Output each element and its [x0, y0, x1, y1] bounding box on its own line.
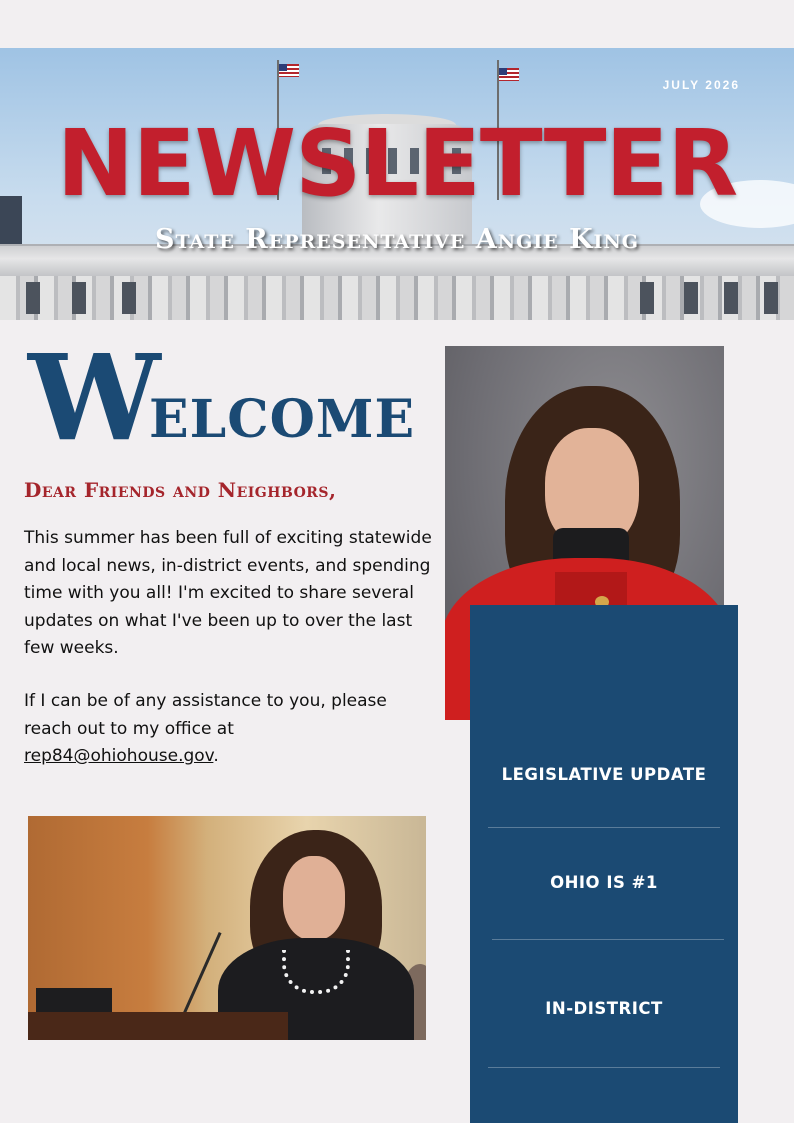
- newsletter-title: NEWSLETTER: [56, 110, 738, 217]
- sidebar-item-in-district[interactable]: IN-DISTRICT: [545, 999, 663, 1018]
- facade-window: [26, 282, 40, 314]
- sidebar-nav: [470, 605, 738, 1123]
- podium-desk: [28, 1012, 288, 1040]
- greeting: Dear Friends and Neighbors,: [24, 478, 337, 502]
- email-link[interactable]: rep84@ohiohouse.gov: [24, 746, 214, 766]
- facade-window: [764, 282, 778, 314]
- intro-paragraph: This summer has been full of exciting statewide and local news, in-district events, and spending time with you all! I'm excited to share several updates on what I've been up to over the last few weeks.: [24, 528, 432, 658]
- sidebar-item-legislative-update[interactable]: LEGISLATIVE UPDATE: [501, 765, 707, 784]
- flag-icon: [499, 68, 519, 81]
- welcome-initial: W: [28, 328, 161, 467]
- podium-face: [283, 856, 345, 940]
- facade-window: [72, 282, 86, 314]
- microphone: [178, 932, 221, 1025]
- contact-paragraph: [24, 688, 434, 771]
- sidebar-divider: [488, 1067, 720, 1068]
- contact-suffix: .: [213, 746, 219, 766]
- sidebar-item-ohio-is-1[interactable]: OHIO IS #1: [550, 873, 658, 892]
- podium-photo: [28, 816, 426, 1040]
- capitol-facade: [0, 276, 794, 320]
- welcome-heading: [28, 328, 428, 467]
- newsletter-subtitle: State Representative Angie King: [154, 224, 640, 255]
- flag-icon: [279, 64, 299, 77]
- facade-window: [640, 282, 654, 314]
- sidebar-divider: [492, 939, 724, 940]
- facade-window: [122, 282, 136, 314]
- facade-window: [684, 282, 698, 314]
- issue-date: JULY 2026: [662, 78, 740, 92]
- sidebar-divider: [488, 827, 720, 828]
- welcome-rest: ELCOME: [149, 389, 416, 450]
- contact-text: If I can be of any assistance to you, please reach out to my office at: [24, 691, 387, 739]
- facade-window: [724, 282, 738, 314]
